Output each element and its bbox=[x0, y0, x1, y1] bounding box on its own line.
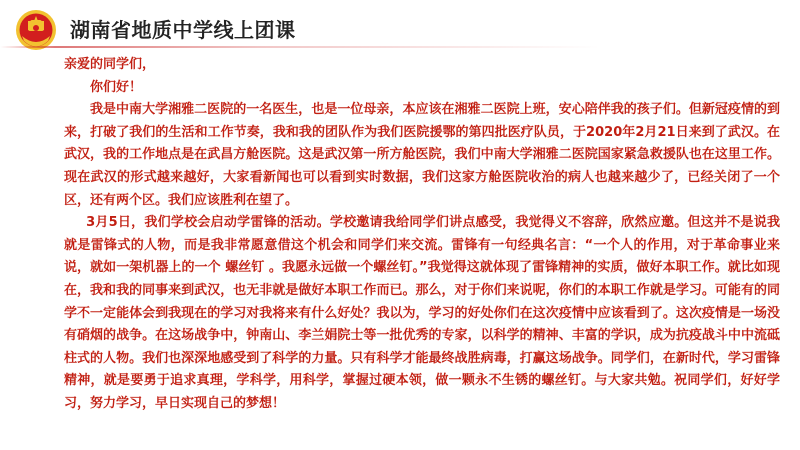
page-title: 湖南省地质中学线上团课 bbox=[70, 18, 296, 42]
letter-paragraph-2: 3月5日，我们学校会启动学雷锋的活动。学校邀请我给同学们讲点感受，我觉得义不容辞，欣然应邀。但这并不是说我就是雷锋式的人物，而是我非常愿意借这个机会和同学们来交流。雷锋有一句经典名言：“一个人的作用，对于革命事业来说，就如一架机器上的一个 螺丝钉 。我愿永远做一个螺丝钉。”我觉得这就体现了雷锋精神的实质，做好本职工作。就比如现在，我和我的同事来到武汉，也无非就是做好本职工作而已。那么，对于你们来说呢，你们的本职工作就是学习。可能有的同学不一定能体会到我现在的学习对我将来有什么好处？我以为，学习的好处你们在这次疫情中应该看到了。这次疫情是一场没有硝烟的战争。在这场战争中，钟南山、李兰娟院士等一批优秀的专家，以科学的精神、丰富的学识，成为抗疫战斗中中流砥柱式的人物。我们也深深地感受到了科学的力量。只有科学才能最终战胜病毒，打赢这场战争。同学们，在新时代，学习雷锋精神，就是要勇于追求真理，学科学，用科学，掌握过硬本领，做一颗永不生锈的螺丝钉。与大家共勉。祝同学们，好好学习，努力学习，早日实现自己的梦想！ bbox=[64, 215, 780, 411]
letter-paragraph-1: 我是中南大学湘雅二医院的一名医生，也是一位母亲，本应该在湘雅二医院上班，安心陪伴我的孩子们。但新冠疫情的到来，打破了我们的生活和工作节奏，我和我的团队作为我们医院援鄂的第四批医疗队员，于2020年2月21日来到了武汉。在武汉，我的工作地点是在武昌方舱医院。这是武汉第一所方舱医院，我们中南大学湘雅二医院国家紧急救援队也在这里工作。现在武汉的形式越来越好，大家看新闻也可以看到实时数据，我们这家方舱医院收治的病人也越来越少了，已经关闭了一个区，还有两个区。我们应该胜利在望了。 bbox=[64, 102, 780, 208]
header-divider bbox=[0, 46, 800, 48]
letter-greeting: 亲爱的同学们， bbox=[64, 57, 156, 72]
header bbox=[0, 0, 800, 56]
letter-salute: 你们好！ bbox=[90, 79, 143, 95]
letter-body bbox=[64, 54, 780, 416]
